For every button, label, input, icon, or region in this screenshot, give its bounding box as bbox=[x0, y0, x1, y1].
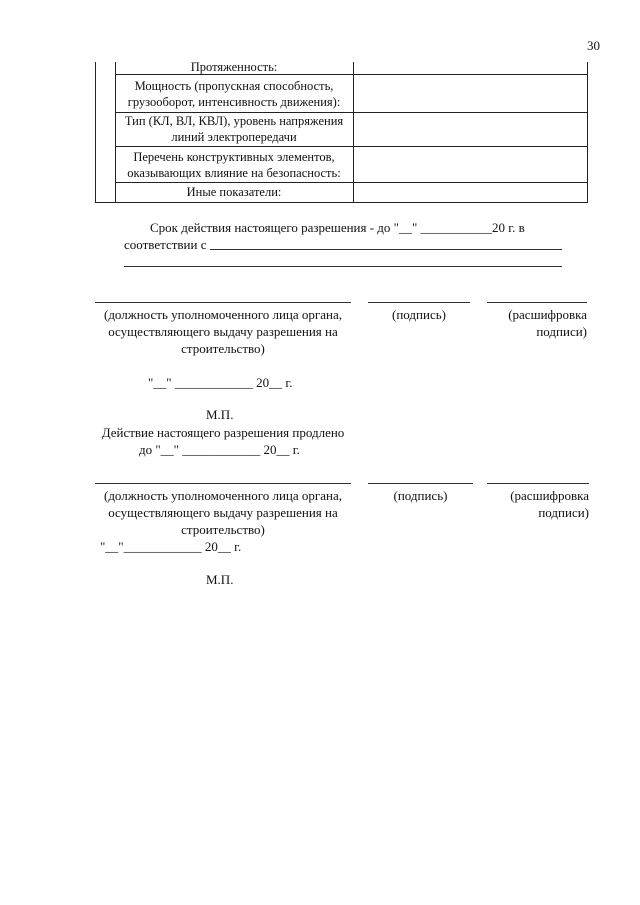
signature-caption: (подпись) bbox=[392, 307, 446, 322]
date-line: "__"____________ 20__ г. bbox=[100, 539, 242, 554]
decryption-caption: (расшифровка подписи) bbox=[510, 488, 589, 520]
table-row-label: Тип (КЛ, ВЛ, КВЛ), уровень напряжения линий электропередачи bbox=[124, 114, 344, 144]
validity-line-2: соответствии с bbox=[124, 237, 207, 252]
table-row-label: Мощность (пропускная способность, грузооборот, интенсивность движения): bbox=[127, 79, 341, 109]
extension-line-1: Действие настоящего разрешения продлено bbox=[101, 425, 345, 440]
validity-blank-line-2 bbox=[124, 266, 562, 267]
validity-blank-line bbox=[210, 249, 562, 250]
signature-line bbox=[368, 302, 470, 303]
table-bottom-border bbox=[95, 202, 588, 203]
table-row-label: Иные показатели: bbox=[186, 185, 282, 199]
position-line bbox=[95, 483, 351, 484]
position-caption: (должность уполномоченного лица органа, осуществляющего выдачу разрешения на строительство) bbox=[103, 488, 342, 537]
decryption-line bbox=[487, 302, 587, 303]
table-row-divider bbox=[115, 182, 587, 183]
position-line bbox=[95, 302, 351, 303]
table-row-divider bbox=[115, 146, 587, 147]
table-right-border bbox=[587, 62, 588, 203]
decryption-line bbox=[487, 483, 589, 484]
parameters-table bbox=[95, 62, 588, 203]
validity-line-1: Срок действия настоящего разрешения - до "__" ___________20 г. в bbox=[150, 220, 525, 235]
position-caption: (должность уполномоченного лица органа, осуществляющего выдачу разрешения на строительство) bbox=[103, 307, 342, 356]
signature-caption: (подпись) bbox=[393, 488, 448, 503]
signature-line bbox=[368, 483, 473, 484]
table-row-label: Перечень конструктивных элементов, оказывающих влияние на безопасность: bbox=[127, 150, 341, 180]
table-left-border bbox=[95, 62, 96, 203]
page-number: 30 bbox=[587, 38, 600, 53]
seal-mark: М.П. bbox=[206, 407, 234, 422]
extension-line-2: до "__" ____________ 20__ г. bbox=[139, 442, 300, 457]
date-line: "__" ____________ 20__ г. bbox=[148, 375, 293, 390]
decryption-caption: (расшифровка подписи) bbox=[508, 307, 587, 339]
seal-mark: М.П. bbox=[206, 572, 234, 587]
table-row-label: Протяженность: bbox=[190, 60, 278, 74]
